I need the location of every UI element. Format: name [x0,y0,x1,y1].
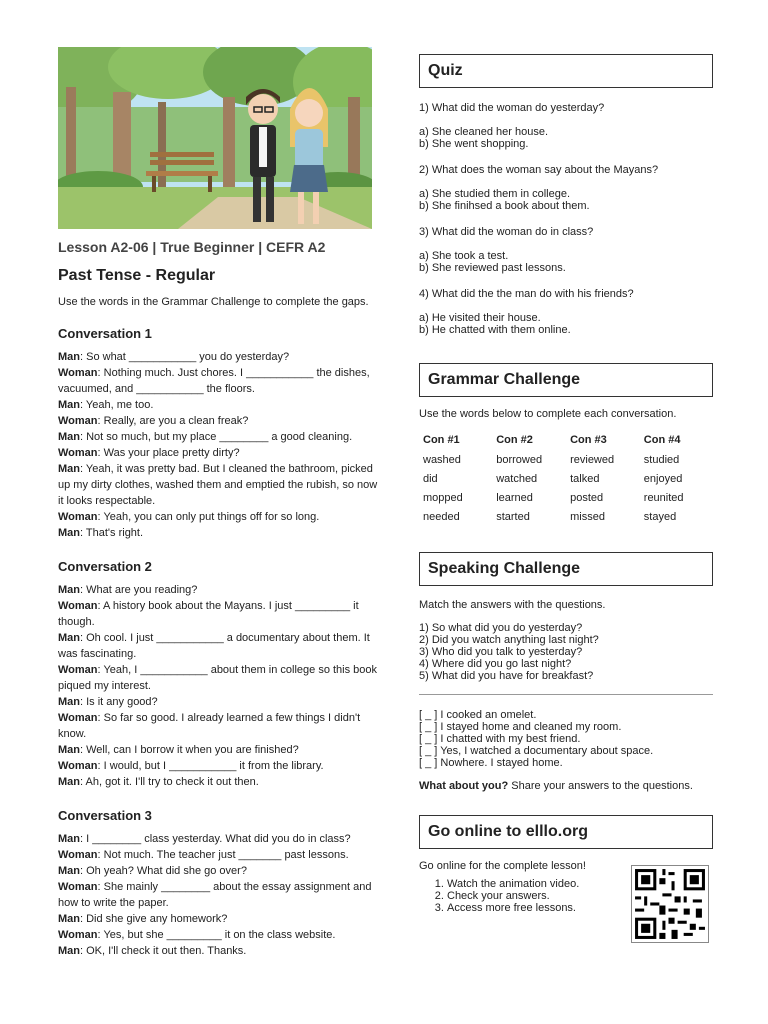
quiz-section [419,102,713,336]
speaker: Man [58,431,80,443]
dialogue-text: : Was your place pretty dirty? [97,447,240,459]
conversation-heading: Conversation 2 [58,559,152,574]
speaker: Woman [58,881,98,893]
quiz-option: a) She took a test. [419,250,509,262]
speaker: Man [58,945,80,957]
word-cell: washed [423,454,461,466]
dialogue-text: : Ah, got it. I'll try to check it out then. [80,776,259,788]
speaking-answer: [ _ ] I stayed home and cleaned my room. [419,721,622,733]
word-cell: talked [570,473,600,485]
divider [419,694,713,695]
online-section [419,860,713,952]
speaker: Man [58,632,80,644]
dialogue-line [58,847,378,863]
grammar-heading: Grammar Challenge [419,363,713,397]
speaking-instruction: Match the answers with the questions. [419,599,606,611]
online-heading: Go online to elllo.org [419,815,713,849]
about-you [419,780,713,792]
online-item: 2. Check your answers. [447,890,713,902]
quiz-question: 1) What did the woman do yesterday? [419,102,605,114]
dialogue-line [58,863,378,879]
speaking-heading: Speaking Challenge [419,552,713,586]
speaking-question: 4) Where did you go last night? [419,658,572,670]
word-cell: watched [496,473,538,485]
speaker: Man [58,865,80,877]
dialogue-line [58,582,378,598]
conversation-1 [58,349,378,541]
dialogue-text: : Is it any good? [80,696,158,708]
speaker: Woman [58,447,98,459]
quiz-option: b) She reviewed past lessons. [419,262,566,274]
conversation-2 [58,582,378,790]
dialogue-text: : Nothing much. Just chores. I ___________ the dishes, vacuumed, and ___________ the floors. [58,367,370,395]
conversation-heading: Conversation 1 [58,326,152,341]
speaker: Man [58,833,80,845]
speaker: Man [58,463,80,475]
dialogue-text: : Yeah, me too. [80,399,154,411]
speaker: Woman [58,600,98,612]
speaking-answers [419,709,713,769]
quiz-option: a) She cleaned her house. [419,126,549,138]
word-table [419,430,713,527]
word-cell: needed [423,511,460,523]
online-intro: Go online for the complete lesson! [419,860,586,872]
instructions: Use the words in the Grammar Challenge to complete the gaps. [58,296,369,308]
quiz-question: 2) What does the woman say about the Mayans? [419,164,659,176]
speaker: Woman [58,929,98,941]
table-row [419,508,713,527]
dialogue-line [58,694,378,710]
dialogue-text: : She mainly ________ about the essay assignment and how to write the paper. [58,881,372,909]
dialogue-line [58,758,378,774]
lesson-title: Past Tense - Regular [58,267,216,284]
quiz-option: a) She studied them in college. [419,188,571,200]
word-cell: learned [496,492,533,504]
dialogue-text: : I ________ class yesterday. What did you do in class? [80,833,351,845]
speaker: Woman [58,712,98,724]
speaking-question: 2) Did you watch anything last night? [419,634,599,646]
word-cell: enjoyed [643,473,683,485]
dialogue-text: : Really, are you a clean freak? [97,415,249,427]
quiz-question: 4) What did the the man do with his friends? [419,288,634,300]
quiz-option: b) She went shopping. [419,138,529,150]
dialogue-line [58,927,378,943]
speaking-answer: [ _ ] I cooked an omelet. [419,709,537,721]
dialogue-line [58,662,378,694]
conversation-3 [58,831,378,959]
dialogue-line [58,429,378,445]
quiz-heading: Quiz [419,54,713,88]
dialogue-line [58,879,378,911]
word-cell: stayed [643,511,677,523]
dialogue-line [58,831,378,847]
word-cell: missed [570,511,605,523]
column-header: Con #1 [423,434,460,446]
speaker: Woman [58,849,98,861]
dialogue-text: : Not so much, but my place ________ a good cleaning. [80,431,353,443]
speaking-questions [419,622,713,682]
dialogue-line [58,349,378,365]
speaker: Man [58,913,80,925]
about-you-bold: What about you? [419,780,509,792]
dialogue-text: : Not much. The teacher just _______ past lessons. [97,849,349,861]
speaker: Woman [58,415,98,427]
speaker: Woman [58,664,98,676]
dialogue-text: : Well, can I borrow it when you are finished? [80,744,299,756]
dialogue-text: : What are you reading? [80,584,198,596]
column-header: Con #4 [643,434,681,446]
speaker: Man [58,696,80,708]
online-item: 3. Access more free lessons. [447,902,713,914]
dialogue-text: : I would, but I ___________ it from the library. [97,760,324,772]
word-cell: posted [570,492,604,504]
dialogue-line [58,397,378,413]
table-row [419,470,713,489]
dialogue-text: : Yeah, I ___________ about them in college so this book piqued my interest. [58,664,378,692]
speaker: Woman [58,760,98,772]
word-cell: reviewed [570,454,615,466]
speaker: Woman [58,511,98,523]
quiz-option: b) He chatted with them online. [419,324,571,336]
left-column [58,47,378,959]
speaker: Man [58,776,80,788]
speaking-question: 3) Who did you talk to yesterday? [419,646,583,658]
dialogue-line [58,365,378,397]
column-header: Con #2 [496,434,533,446]
dialogue-text: : So far so good. I already learned a few things I didn't know. [58,712,361,740]
speaking-answer: [ _ ] I chatted with my best friend. [419,733,581,745]
table-row [419,451,713,470]
dialogue-text: : Yeah, it was pretty bad. But I cleaned the bathroom, picked up my dirty clothes, washed them and emptied the rubish, so now it looks respectable. [58,463,378,507]
word-cell: borrowed [496,454,543,466]
dialogue-line [58,630,378,662]
quiz-question: 3) What did the woman do in class? [419,226,594,238]
word-cell: did [423,473,438,485]
speaking-question: 5) What did you have for breakfast? [419,670,594,682]
speaker: Man [58,399,80,411]
lesson-info: Lesson A2-06 | True Beginner | CEFR A2 [58,239,326,255]
dialogue-text: : Did she give any homework? [80,913,228,925]
lesson-illustration [58,47,372,229]
speaker: Man [58,744,80,756]
dialogue-line [58,598,378,630]
dialogue-text: : A history book about the Mayans. I just _________ it though. [58,600,359,628]
dialogue-text: : So what ___________ you do yesterday? [80,351,290,363]
word-cell: reunited [643,492,684,504]
right-column [419,54,713,952]
quiz-option: a) He visited their house. [419,312,541,324]
dialogue-text: : OK, I'll check it out then. Thanks. [80,945,247,957]
speaker: Man [58,584,80,596]
quiz-option: b) She finihsed a book about them. [419,200,590,212]
speaking-answer: [ _ ] Yes, I watched a documentary about space. [419,745,654,757]
dialogue-line [58,461,378,509]
speaker: Man [58,351,80,363]
word-cell: studied [643,454,680,466]
table-header-row [419,430,713,451]
dialogue-line [58,413,378,429]
qr-code-icon[interactable] [631,865,709,943]
dialogue-line [58,509,378,525]
speaker: Woman [58,367,98,379]
dialogue-line [58,943,378,959]
dialogue-line [58,742,378,758]
dialogue-text: : That's right. [80,527,144,539]
dialogue-line [58,710,378,742]
word-cell: mopped [423,492,463,504]
conversation-heading: Conversation 3 [58,808,152,823]
dialogue-text: : Yeah, you can only put things off for so long. [97,511,320,523]
speaking-answer: [ _ ] Nowhere. I stayed home. [419,757,563,769]
dialogue-line [58,911,378,927]
speaker: Man [58,527,80,539]
dialogue-text: : Oh yeah? What did she go over? [80,865,247,877]
speaking-question: 1) So what did you do yesterday? [419,622,583,634]
dialogue-line [58,774,378,790]
about-you-text: Share your answers to the questions. [508,780,693,792]
word-cell: started [496,511,530,523]
online-item: 1. Watch the animation video. [447,878,713,890]
dialogue-text: : Yes, but she _________ it on the class website. [97,929,336,941]
dialogue-text: : Oh cool. I just ___________ a documentary about them. It was fascinating. [58,632,370,660]
table-row [419,489,713,508]
column-header: Con #3 [570,434,607,446]
dialogue-line [58,445,378,461]
dialogue-line [58,525,378,541]
grammar-instruction: Use the words below to complete each conversation. [419,408,677,420]
